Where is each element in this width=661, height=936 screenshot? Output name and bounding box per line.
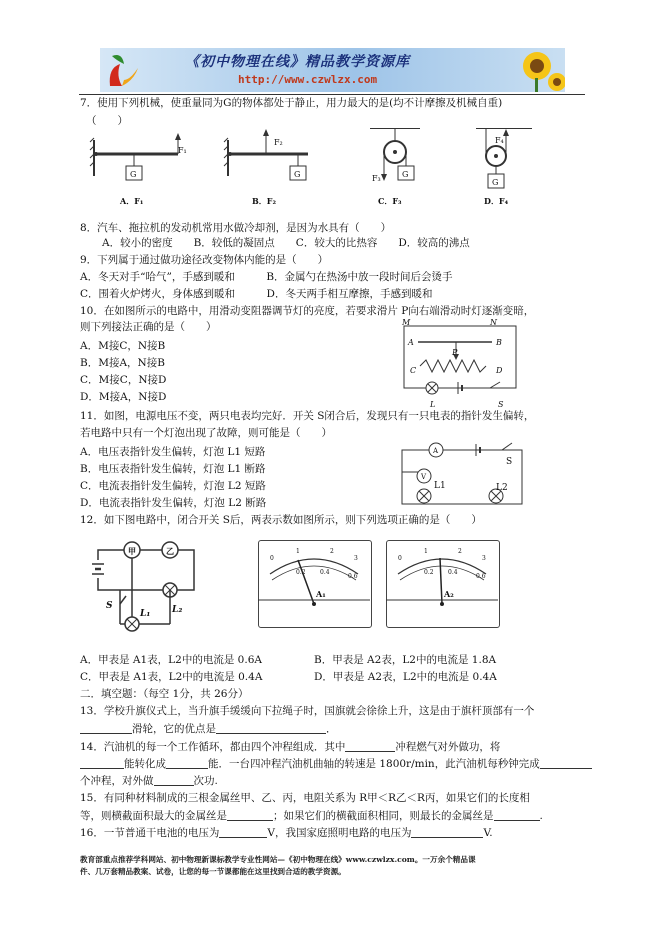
q14-blank-2[interactable]: [80, 757, 124, 769]
q7-answer-paren: （ ）: [86, 115, 128, 127]
q10-label-c: C: [410, 366, 417, 375]
q10-label-s: S: [498, 400, 504, 409]
q12-m2-tick-1: 1: [424, 548, 428, 555]
banner-title: 《初中物理在线》精品教学资源库: [185, 54, 410, 70]
footer-line-2: 件、几万套精品教案、试卷，让您的每一节课都能在这里找到合适的教学资源。: [80, 867, 346, 876]
q14-blank-4[interactable]: [540, 757, 592, 769]
q15-blank-2[interactable]: [494, 809, 540, 821]
q12-m2-tick-02: 0.2: [424, 569, 434, 576]
q12-option-a: A．甲表是 A1表，L2中的电流是 0.6A: [80, 654, 262, 666]
q16-blank-2[interactable]: [411, 826, 483, 838]
q14-line2-text-a: 能转化成: [124, 758, 166, 770]
q11-switch-label: S: [506, 457, 513, 467]
q10-label-n: N: [490, 318, 497, 327]
q9-stem: 9．下列属于通过做功途径改变物体内能的是（ ）: [80, 254, 329, 266]
q12-switch-label: S: [106, 601, 113, 611]
q11-voltmeter-label: V: [421, 473, 427, 481]
q12-m1-tick-3: 3: [354, 555, 358, 562]
q8-options: A．较小的密度 B．较低的凝固点 C．较大的比热容 D．较高的沸点: [102, 237, 470, 249]
site-logo-icon: [104, 50, 142, 90]
q14-line2-text-b: 能．一台四冲程汽油机曲轴的转速是 1800r/min，此汽油机每秒钟完成: [208, 758, 540, 770]
q15-line1: 15．有同种材料制成的三根金属丝甲、乙、丙，电阻关系为 R甲＜R乙＜R丙，如果它们的长度相: [80, 792, 530, 804]
q12-m2-tick-3: 3: [482, 555, 486, 562]
q7-figure: [86, 128, 606, 213]
q7-option-a: A．F₁: [120, 196, 144, 206]
q10-label-b: B: [496, 338, 502, 347]
q14-blank-3[interactable]: [166, 757, 208, 769]
q11-l1-label: L1: [434, 481, 446, 491]
q11-option-d: D．电流表指针发生偏转，灯泡 L2 断路: [80, 497, 267, 509]
q11-l2-label: L2: [496, 483, 508, 493]
q12-m1-tick-02: 0.2: [296, 569, 306, 576]
q7-g-label-d: G: [492, 178, 499, 187]
q11-stem-line1: 11．如图，电源电压不变，两只电表均完好．开关 S闭合后，发现只有一只电表的指针发生偏转，: [80, 410, 535, 422]
q12-m1-tick-1: 1: [296, 548, 300, 555]
q12-circuit-diagram: [90, 534, 210, 642]
section-fill-in-title: 二．填空题：（每空 1分，共 26分）: [80, 688, 249, 700]
q16-text-c: V.: [483, 827, 493, 839]
q7-g-label-a: G: [130, 170, 137, 179]
q12-meter-yi-label: 乙: [166, 546, 174, 556]
footer-line-1: 教育部重点推荐学科网站、初中物理新课标教学专业性网站—《初中物理在线》www.czwlzx.com。一万余个精品课: [80, 855, 476, 864]
q10-label-m: M: [402, 318, 411, 327]
q9-options-line2: C．围着火炉烤火，身体感到暖和 D．冬天两手相互摩擦，手感到暖和: [80, 288, 433, 300]
q14-line3-text-b: 次功.: [193, 775, 218, 787]
q15-line2-text-a: 等，则横截面积最大的金属丝是: [80, 810, 227, 822]
q11-circuit-diagram: [398, 438, 530, 510]
q10-label-d: D: [496, 366, 503, 375]
q14-blank-5[interactable]: [154, 774, 194, 786]
sunflower-icon: [505, 48, 565, 92]
page-footer: [80, 854, 585, 878]
q12-l2-label: L₂: [172, 605, 183, 615]
q15-line2-text-b: ；如果它们的横截面积相同，则最长的金属丝是: [273, 810, 494, 822]
q9-options-line1: A．冬天对手“哈气”，手感到暖和 B．金属勺在热汤中放一段时间后会烫手: [80, 271, 453, 283]
q10-stem-line2: 则下列接法正确的是（ ）: [80, 321, 217, 333]
banner-url[interactable]: http://www.czwlzx.com: [238, 73, 378, 86]
q12-option-c: C．甲表是 A1表，L2中的电流是 0.4A: [80, 671, 263, 683]
header-rule: [79, 94, 585, 95]
q14-line1-text-b: 冲程燃气对外做功，将: [395, 741, 501, 753]
q11-option-c: C．电流表指针发生偏转，灯泡 L2 短路: [80, 480, 266, 492]
q10-stem-line1: 10．在如图所示的电路中，用滑动变阻器调节灯的亮度，若要求滑片 P向右端滑动时灯逐渐变暗，: [80, 305, 535, 317]
q12-m2-tick-04: 0.4: [448, 569, 458, 576]
q16-text-b: V，我国家庭照明电路的电压为: [267, 827, 412, 839]
q12-m1-tick-2: 2: [330, 548, 334, 555]
q12-m2-tick-06: 0.6: [476, 573, 486, 580]
q13-line2-text-a: 滑轮，它的优点是: [132, 723, 216, 735]
q12-stem: 12．如下图电路中，闭合开关 S后，两表示数如图所示，则下列选项正确的是（ ）: [80, 514, 482, 526]
q7-f2-label: F₂: [274, 138, 283, 147]
q12-m1-label: A₁: [316, 589, 326, 599]
q10-option-b: B．M接A，N接B: [80, 357, 165, 369]
q12-m2-tick-0: 0: [398, 555, 402, 562]
q16-line: [80, 826, 493, 840]
q11-option-a: A．电压表指针发生偏转，灯泡 L1 短路: [80, 446, 266, 458]
q14-line3-text-a: 个冲程，对外做: [80, 775, 154, 787]
q12-option-b: B．甲表是 A2表，L2中的电流是 1.8A: [314, 654, 497, 666]
q7-stem: 7．使用下列机械，使重量同为G的物体都处于静止，用力最大的是(均不计摩擦及机械自重): [80, 97, 503, 109]
q12-meter-jia-label: 甲: [128, 546, 136, 556]
q10-label-a: A: [408, 338, 414, 347]
q14-line2: [80, 757, 592, 771]
q13-line1: 13．学校升旗仪式上，当升旗手缓缓向下拉绳子时，国旗就会徐徐上升，这是由于旗杆顶部有一个: [80, 705, 535, 717]
q16-text-a: 16．一节普通干电池的电压为: [80, 827, 220, 839]
q16-blank-1[interactable]: [219, 826, 267, 838]
q12-m1-tick-0: 0: [270, 555, 274, 562]
q7-option-b: B．F₂: [252, 196, 276, 206]
q13-blank-1[interactable]: [80, 722, 132, 734]
q7-option-c: C．F₃: [378, 196, 402, 206]
q12-m2-label: A₂: [444, 589, 454, 599]
q7-pulley-d: [476, 128, 532, 188]
q10-label-p: P: [452, 348, 458, 357]
q12-l1-label: L₁: [140, 609, 151, 619]
q12-m2-tick-2: 2: [458, 548, 462, 555]
q14-line3: [80, 774, 218, 788]
q7-g-label-c: G: [402, 170, 409, 179]
q12-option-d: D．甲表是 A2表，L2中的电流是 0.4A: [314, 671, 497, 683]
q15-line2-text-c: .: [539, 810, 543, 822]
q11-ammeter-label: A: [433, 447, 439, 455]
q8-stem: 8．汽车、拖拉机的发动机常用水做冷却剂，是因为水具有（ ）: [80, 222, 392, 234]
q7-g-label-b: G: [294, 170, 301, 179]
q7-f4-label: F₄: [495, 136, 504, 145]
q15-blank-1[interactable]: [227, 809, 273, 821]
q13-line2: [80, 722, 337, 736]
q15-line2: [80, 809, 543, 823]
q12-m1-tick-04: 0.4: [320, 569, 330, 576]
q13-line2-text-b: ．: [326, 723, 337, 735]
q14-line1: [80, 740, 500, 754]
q10-option-d: D．M接A，N接D: [80, 391, 167, 403]
q14-blank-1[interactable]: [345, 740, 395, 752]
q13-blank-2[interactable]: [216, 722, 326, 734]
q14-line1-text-a: 14．汽油机的每一个工作循环，都由四个冲程组成．其中: [80, 741, 346, 753]
q10-circuit-diagram: [398, 318, 528, 406]
q7-f3-label: F₃: [372, 174, 381, 183]
q12-m1-tick-06: 0.6: [348, 573, 358, 580]
q11-option-b: B．电压表指针发生偏转，灯泡 L1 断路: [80, 463, 266, 475]
q7-f1-label: F₁: [178, 146, 187, 155]
q11-stem-line2: 若电路中只有一个灯泡出现了故障，则可能是（ ）: [80, 427, 332, 439]
q10-option-c: C．M接C，N接D: [80, 374, 167, 386]
q10-option-a: A．M接C，N接B: [80, 340, 166, 352]
q7-option-d: D．F₄: [484, 196, 509, 206]
q10-label-l: L: [430, 400, 436, 409]
